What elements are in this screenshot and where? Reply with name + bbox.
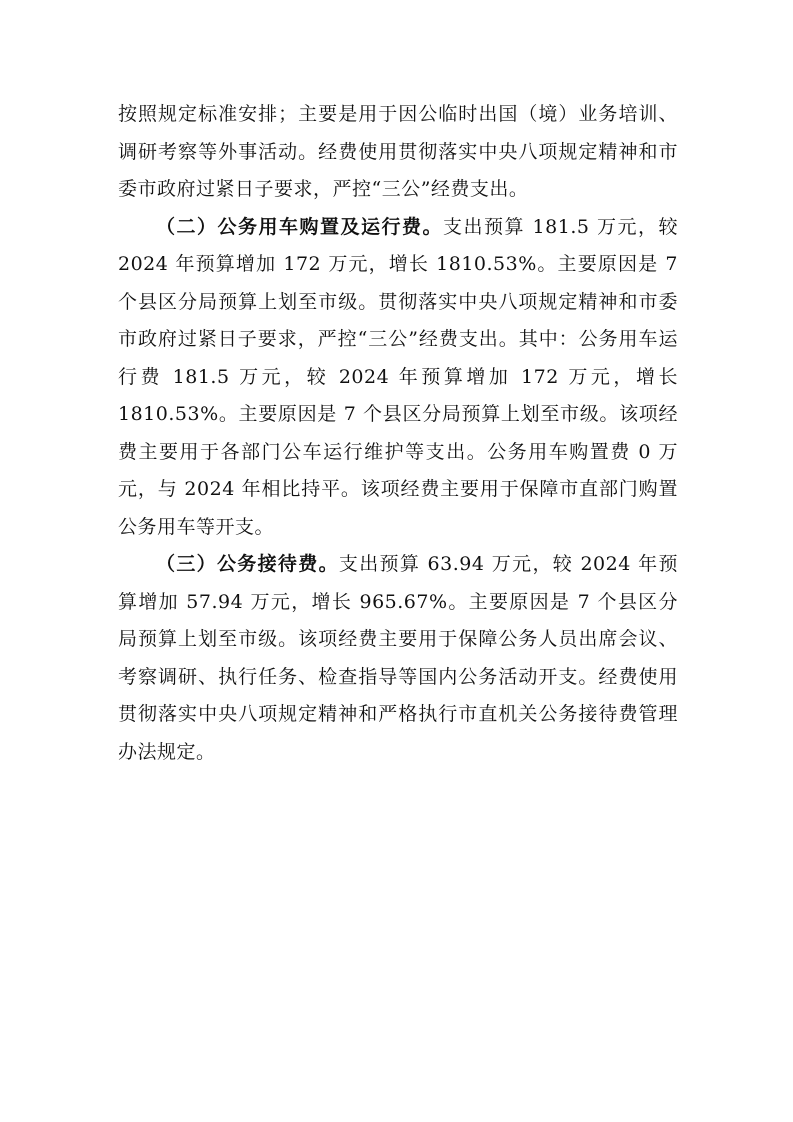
section-heading-vehicle: （二）公务用车购置及运行费。: [156, 215, 444, 238]
document-body: [118, 96, 678, 771]
paragraph-continuation: [118, 96, 678, 209]
paragraph-text: 支出预算 63.94 万元，较 2024 年预算增加 57.94 万元，增长 965.67%。主要原因是 7 个县区分局预算上划至市级。该项经费主要用于保障公务人员出席会议、考察调研、执行任务、检查指导等国内公务活动开支。经费使用贯彻落实中央八项规定精神和严格执行市直机关公务接待费管理办法规定。: [118, 553, 678, 763]
paragraph-vehicle-costs: [118, 209, 678, 547]
paragraph-text: 支出预算 181.5 万元，较 2024 年预算增加 172 万元，增长 1810.53%。主要原因是 7 个县区分局预算上划至市级。贯彻落实中央八项规定精神和市委市政府过紧日子要求，严控“三公”经费支出。其中：公务用车运行费 181.5 万元，较 2024 年预算增加 172 万元，增长 1810.53%。主要原因是 7 个县区分局预算上划至市级。该项经费主要用于各部门公车运行维护等支出。公务用车购置费 0 万元，与 2024 年相比持平。该项经费主要用于保障市直部门购置公务用车等开支。: [118, 215, 678, 538]
paragraph-reception-costs: [118, 546, 678, 771]
paragraph-text: 按照规定标准安排；主要是用于因公临时出国（境）业务培训、调研考察等外事活动。经费使用贯彻落实中央八项规定精神和市委市政府过紧日子要求，严控“三公”经费支出。: [118, 103, 678, 200]
section-heading-reception: （三）公务接待费。: [156, 553, 339, 575]
